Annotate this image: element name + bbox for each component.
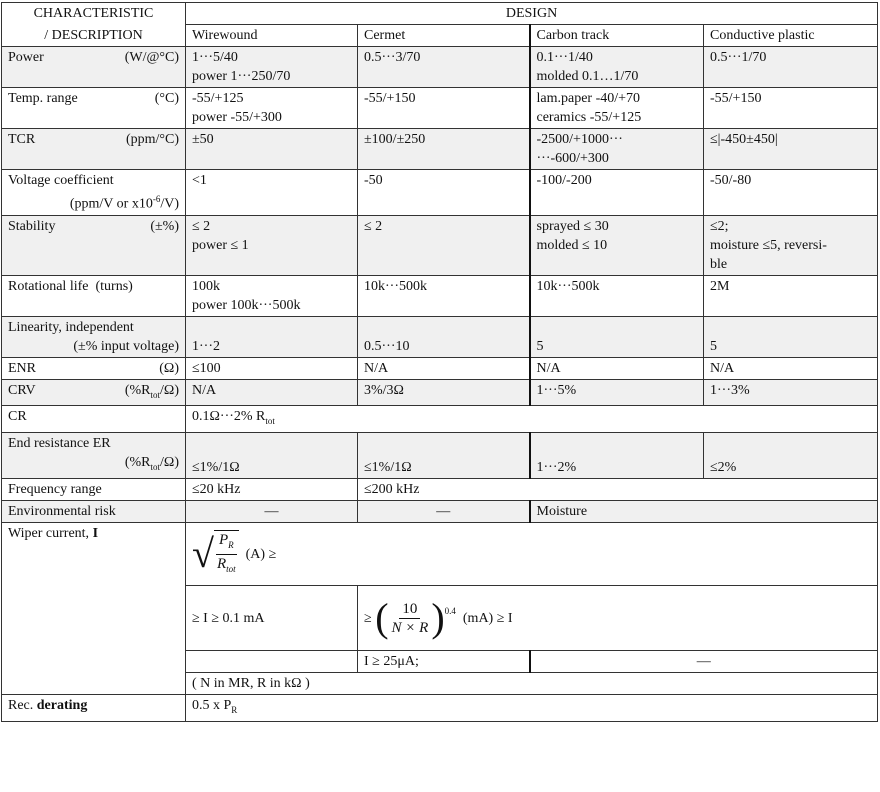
wiper-formula-2: ≥ ( $\frac{10}{N \times R}$ ) $^{0.4}$ (mA) ≥ I <box>358 586 878 651</box>
wiper-rest-dash: — <box>530 651 878 673</box>
wiper-wirewound: ≥ I ≥ 0.1 mA <box>186 586 358 651</box>
row-enr <box>2 357 878 379</box>
stability-label: Stability (±%) <box>2 215 186 275</box>
end-plastic: ≤2% <box>704 433 878 479</box>
tcr-cermet: ±100/±250 <box>358 129 530 170</box>
temp-wirewound: -55/+125 power -55/+300 <box>186 88 358 129</box>
row-linearity <box>2 316 878 357</box>
power-cermet: 0.5···3/70 <box>358 47 530 88</box>
linearity-cermet: 0.5···10 <box>358 316 530 357</box>
freq-wirewound: ≤20 kHz <box>186 479 358 501</box>
crv-label: CRV $(\%R_{tot}/\Omega)$ <box>2 379 186 406</box>
env-label: Environmental risk <box>2 501 186 523</box>
header-description: / DESCRIPTION <box>2 25 186 47</box>
row-voltage-coefficient <box>2 170 878 216</box>
voltage-label: Voltage coefficient (ppm/V or $x10^{-6}/V$) <box>2 170 186 216</box>
col-conductive-plastic: Conductive plastic <box>704 25 878 47</box>
derating-value: 0.5 x $P_R$ <box>186 695 878 722</box>
wiper-cermet-min: I ≥ 25μA; <box>358 651 530 673</box>
linearity-plastic: 5 <box>704 316 878 357</box>
end-label: End resistance ER $(\%R_{tot}/\Omega)$ <box>2 433 186 479</box>
crv-carbon: 1···5% <box>530 379 704 406</box>
voltage-wirewound: <1 <box>186 170 358 216</box>
crv-cermet: 3%/3Ω <box>358 379 530 406</box>
rotational-label: Rotational life (turns) <box>2 275 186 316</box>
linearity-label: Linearity, independent (±% input voltage) <box>2 316 186 357</box>
rotational-carbon: 10k···500k <box>530 275 704 316</box>
voltage-cermet: -50 <box>358 170 530 216</box>
stability-cermet: ≤ 2 <box>358 215 530 275</box>
enr-plastic: N/A <box>704 357 878 379</box>
row-stability <box>2 215 878 275</box>
header-design: DESIGN <box>186 3 878 25</box>
rotational-plastic: 2M <box>704 275 878 316</box>
crv-plastic: 1···3% <box>704 379 878 406</box>
temp-carbon: lam.paper -40/+70 ceramics -55/+125 <box>530 88 704 129</box>
stability-plastic: ≤2; moisture ≤5, reversi- ble <box>704 215 878 275</box>
wiper-note: ( N in MR, R in kΩ ) <box>186 673 878 695</box>
power-plastic: 0.5···1/70 <box>704 47 878 88</box>
derating-label: Rec. derating <box>2 695 186 722</box>
power-wirewound: 1···5/40 power 1···250/70 <box>186 47 358 88</box>
potentiometer-characteristics-table <box>1 2 878 722</box>
tcr-carbon: -2500/+1000··· ···-600/+300 <box>530 129 704 170</box>
rotational-cermet: 10k···500k <box>358 275 530 316</box>
tcr-label: TCR (ppm/°C) <box>2 129 186 170</box>
wiper-formula-1: √ $\frac{P_R}{R_{tot}}$ (A) ≥ <box>186 523 878 586</box>
tcr-plastic: ≤|-450±450| <box>704 129 878 170</box>
row-tcr <box>2 129 878 170</box>
stability-wirewound: ≤ 2 power ≤ 1 <box>186 215 358 275</box>
enr-wirewound: ≤100 <box>186 357 358 379</box>
linearity-carbon: 5 <box>530 316 704 357</box>
end-wirewound: ≤1%/1Ω <box>186 433 358 479</box>
stability-carbon: sprayed ≤ 30 molded ≤ 10 <box>530 215 704 275</box>
row-cr <box>2 406 878 433</box>
row-derating <box>2 695 878 722</box>
wiper-label: Wiper current, I <box>2 523 186 695</box>
row-crv <box>2 379 878 406</box>
wiper-ww-empty <box>186 651 358 673</box>
temp-plastic: -55/+150 <box>704 88 878 129</box>
env-cermet: — <box>358 501 530 523</box>
power-label: Power (W/@°C) <box>2 47 186 88</box>
tcr-wirewound: ±50 <box>186 129 358 170</box>
voltage-plastic: -50/-80 <box>704 170 878 216</box>
row-wiper-current <box>2 523 878 586</box>
enr-label: ENR (Ω) <box>2 357 186 379</box>
freq-label: Frequency range <box>2 479 186 501</box>
power-carbon: 0.1···1/40 molded 0.1…1/70 <box>530 47 704 88</box>
col-wirewound: Wirewound <box>186 25 358 47</box>
row-end-resistance <box>2 433 878 479</box>
col-cermet: Cermet <box>358 25 530 47</box>
voltage-carbon: -100/-200 <box>530 170 704 216</box>
header-row-1 <box>2 3 878 25</box>
row-rotational-life <box>2 275 878 316</box>
crv-wirewound: N/A <box>186 379 358 406</box>
sqrt-symbol: √ <box>192 531 214 577</box>
env-carbon: Moisture <box>530 501 878 523</box>
row-power <box>2 47 878 88</box>
env-wirewound: — <box>186 501 358 523</box>
temp-label: Temp. range (°C) <box>2 88 186 129</box>
temp-cermet: -55/+150 <box>358 88 530 129</box>
row-frequency <box>2 479 878 501</box>
header-characteristic: CHARACTERISTIC <box>2 3 186 25</box>
enr-carbon: N/A <box>530 357 704 379</box>
enr-cermet: N/A <box>358 357 530 379</box>
col-carbon-track: Carbon track <box>530 25 704 47</box>
cr-value: 0.1Ω···2% $R_{tot}$ <box>186 406 878 433</box>
freq-rest: ≤200 kHz <box>358 479 878 501</box>
end-carbon: 1···2% <box>530 433 704 479</box>
end-cermet: ≤1%/1Ω <box>358 433 530 479</box>
row-environmental-risk <box>2 501 878 523</box>
row-temp-range <box>2 88 878 129</box>
header-row-2 <box>2 25 878 47</box>
rotational-wirewound: 100k power 100k···500k <box>186 275 358 316</box>
cr-label: CR <box>2 406 186 433</box>
linearity-wirewound: 1···2 <box>186 316 358 357</box>
